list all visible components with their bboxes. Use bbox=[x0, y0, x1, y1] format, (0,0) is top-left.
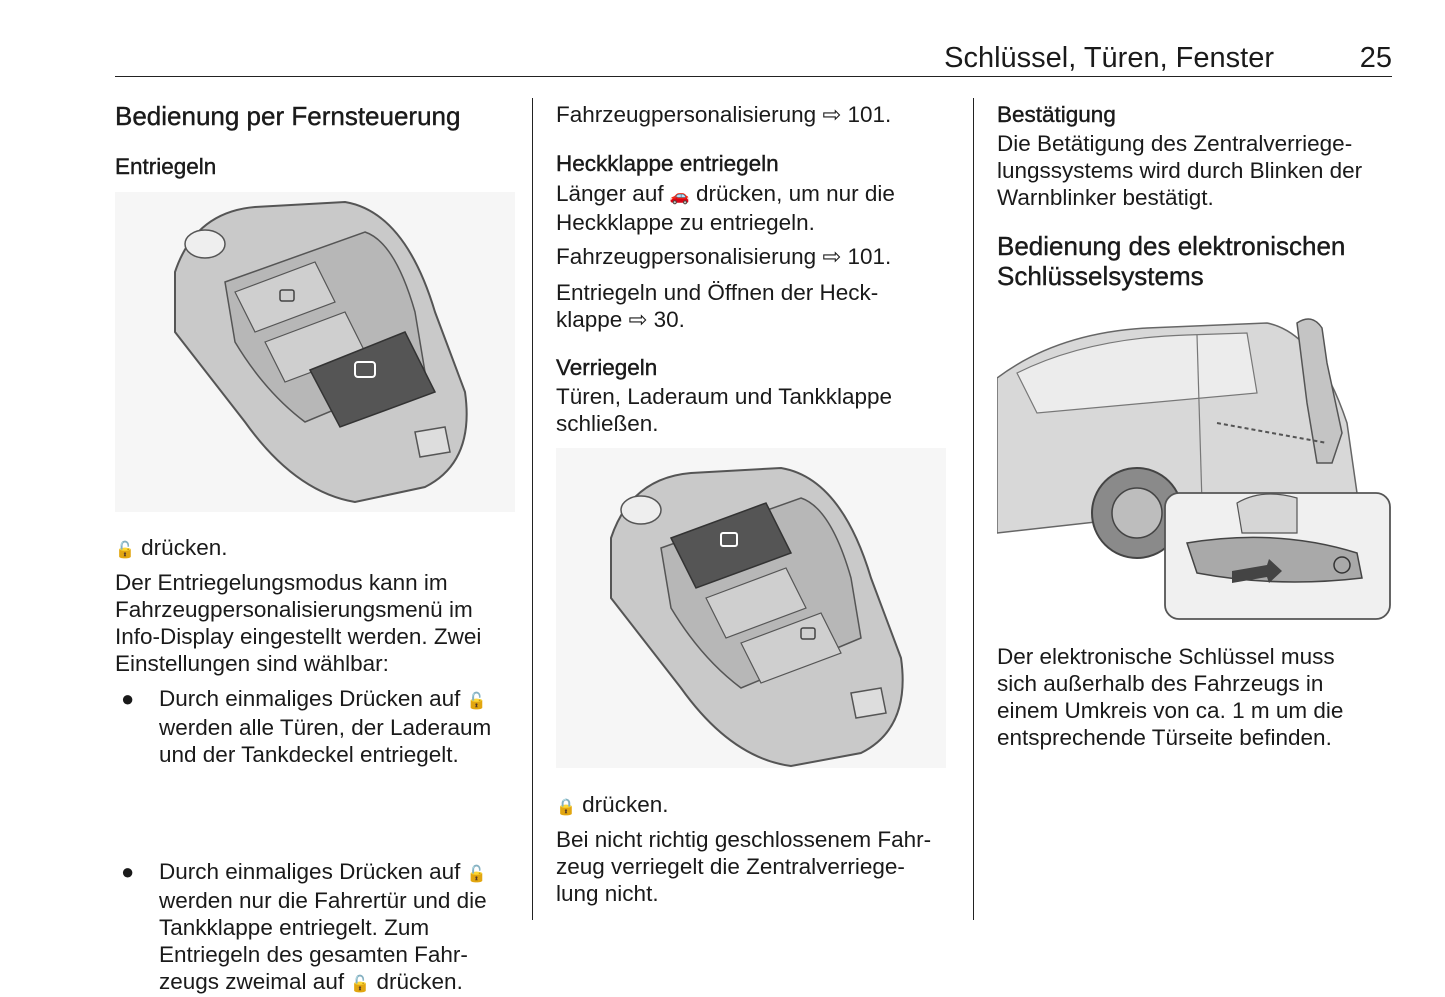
bullet-icon: ● bbox=[121, 686, 135, 711]
car-door-handle-figure bbox=[997, 303, 1392, 623]
bullet-icon: ● bbox=[121, 859, 135, 884]
page-number: 25 bbox=[1359, 42, 1392, 74]
unlock-icon: 🔓 bbox=[466, 691, 487, 710]
page-header bbox=[115, 40, 1392, 77]
car-tailgate-icon: 🚗 bbox=[669, 186, 690, 205]
unlock-icon: 🔓 bbox=[466, 864, 487, 883]
lock-note-paragraph: Bei nicht richtig geschlossenem Fahr- zeug verriegelt die Zentralverriege- lung nicht. bbox=[556, 827, 932, 906]
reference-link: Fahrzeugpersonalisierung ⇨ 101. bbox=[556, 244, 892, 269]
reference-link: Fahrzeugpersonalisierung ⇨ 101. bbox=[556, 102, 892, 127]
unlock-press-text: 🔓 drücken. bbox=[115, 535, 228, 560]
key-fob-unlock-figure bbox=[115, 192, 515, 512]
key-fob-lock-figure bbox=[556, 448, 946, 768]
section-heading-keysystem: Bedienung des elektronischen Schlüsselsystems bbox=[997, 231, 1346, 291]
chapter-title: Schlüssel, Türen, Fenster bbox=[944, 42, 1274, 74]
lock-press-text: 🔒 drücken. bbox=[556, 792, 669, 817]
lock-paragraph: Türen, Laderaum und Tankklappe schließen. bbox=[556, 384, 893, 436]
subheading-confirm: Bestätigung bbox=[997, 102, 1116, 127]
unlock-icon: 🔓 bbox=[350, 974, 371, 993]
list-item: ● Durch einmaliges Drücken auf 🔓 werden nur die Fahrertür und die Tankklappe entriegelt. Zum Entriegeln des gesamten Fahr- zeugs zweimal auf 🔓 drücken. bbox=[121, 859, 487, 994]
keysystem-paragraph: Der elektronische Schlüssel muss sich außerhalb des Fahrzeugs in einem Umkreis von ca. 1 m um die entsprechende Türseite befinden. bbox=[997, 644, 1344, 750]
list-item: ● Durch einmaliges Drücken auf 🔓 werden alle Türen, der Laderaum und der Tankdeckel entriegelt. bbox=[121, 686, 492, 767]
confirm-paragraph: Die Betätigung des Zentralverriege- lungssystems wird durch Blinken der Warnblinker bestätigt. bbox=[997, 131, 1363, 210]
lock-icon: 🔒 bbox=[556, 797, 576, 816]
subheading-entriegeln: Entriegeln bbox=[115, 154, 217, 179]
unlock-icon: 🔓 bbox=[115, 540, 135, 559]
open-tailgate-paragraph: Entriegeln und Öffnen der Heck- klappe ⇨ 30. bbox=[556, 280, 879, 332]
unlock-mode-paragraph: Der Entriegelungsmodus kann im Fahrzeugpersonalisierungsmenü im Info-Display eingestellt werden. Zwei Einstellungen sind wählbar: bbox=[115, 570, 482, 676]
column-1 bbox=[115, 98, 515, 994]
column-divider bbox=[532, 98, 533, 920]
column-divider bbox=[973, 98, 974, 920]
tailgate-paragraph: Länger auf 🚗 drücken, um nur die Heckklappe zu entriegeln. bbox=[556, 181, 895, 235]
subheading-tailgate: Heckklappe entriegeln bbox=[556, 151, 779, 176]
section-heading: Bedienung per Fernsteuerung bbox=[115, 101, 461, 131]
subheading-lock: Verriegeln bbox=[556, 355, 658, 380]
